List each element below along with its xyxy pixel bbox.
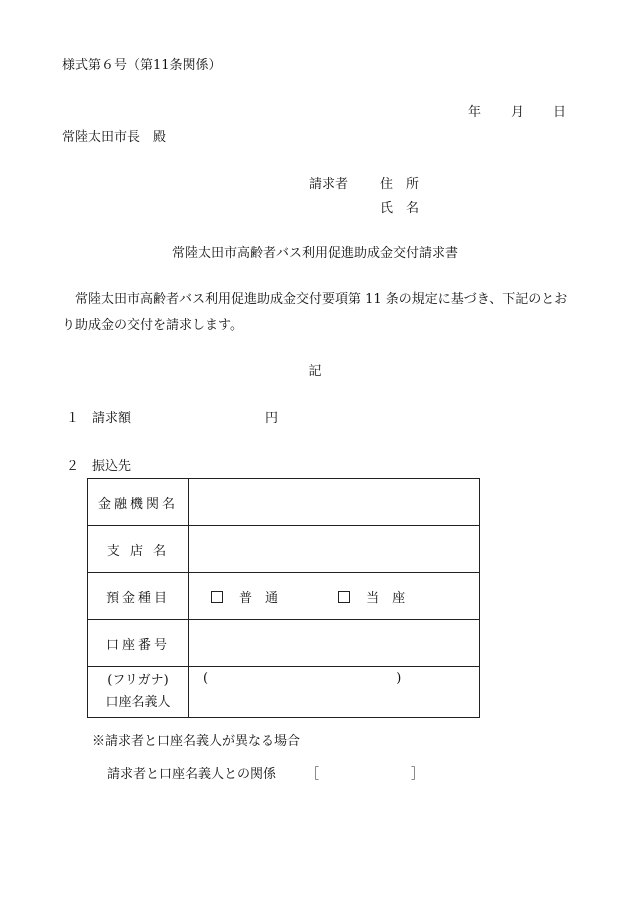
account-type-label: 預金種目: [88, 573, 189, 620]
date-year-label: 年: [468, 105, 482, 120]
applicant-label: 請求者: [309, 177, 349, 192]
furigana-label: (フリガナ): [107, 673, 169, 688]
bank-info-table: [87, 478, 480, 718]
account-type-field: [189, 573, 480, 620]
table-row: [88, 573, 480, 620]
name-label: 氏 名: [380, 201, 420, 216]
table-row: [88, 479, 480, 526]
branch-label: 支 店 名: [88, 526, 189, 573]
account-number-label: 口座番号: [88, 620, 189, 667]
furigana-close-paren: ): [396, 671, 402, 686]
table-row: [88, 620, 480, 667]
form-number: 様式第６号（第11条関係）: [62, 58, 222, 73]
account-type-futsu[interactable]: 普 通: [211, 591, 278, 606]
body-paragraph: 常陸太田市高齢者バス利用促進助成金交付要項第 11 条の規定に基づき、下記のとおり助成金の交付を請求します。: [62, 292, 568, 333]
item2-label: 振込先: [92, 459, 132, 474]
checkbox-icon[interactable]: [211, 591, 223, 603]
ki-heading: 記: [308, 364, 322, 379]
document-title: 常陸太田市高齢者バス利用促進助成金交付請求書: [171, 246, 458, 261]
item1-unit: 円: [265, 411, 279, 426]
item2-number: ２: [66, 459, 80, 474]
note-heading: ※請求者と口座名義人が異なる場合: [92, 734, 301, 749]
addressee: 常陸太田市長 殿: [62, 130, 167, 145]
account-type-toza[interactable]: 当 座: [338, 591, 405, 606]
holder-field[interactable]: [189, 667, 480, 718]
address-label: 住 所: [380, 177, 420, 192]
relation-bracket-open: ［: [306, 767, 320, 782]
account-number-field[interactable]: [189, 620, 480, 667]
item1-number: １: [66, 411, 80, 426]
institution-field[interactable]: [189, 479, 480, 526]
date-month-label: 月: [511, 105, 525, 120]
item1-label: 請求額: [92, 411, 132, 426]
checkbox-icon[interactable]: [338, 591, 350, 603]
branch-field[interactable]: [189, 526, 480, 573]
table-row: [88, 667, 480, 718]
furigana-open-paren: (: [203, 671, 209, 686]
holder-label-cell: [88, 667, 189, 718]
table-row: [88, 526, 480, 573]
date-day-label: 日: [553, 105, 567, 120]
relation-bracket-close: ］: [411, 767, 425, 782]
holder-label: 口座名義人: [105, 695, 171, 710]
relation-label: 請求者と口座名義人との関係: [107, 767, 277, 782]
institution-label: 金融機関名: [88, 479, 189, 526]
